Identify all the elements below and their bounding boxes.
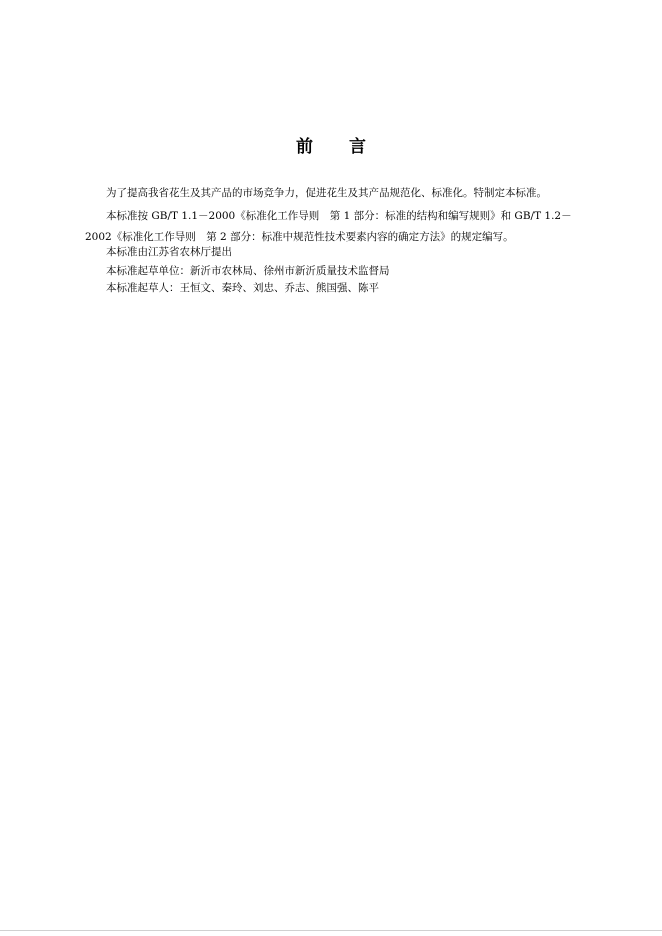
paragraph-drafting-rules-line1: 本标准按 GB/T 1.1－2000《标准化工作导则 第 1 部分：标准的结构和编写规则》和 GB/T 1.2－ [106, 210, 572, 222]
paragraph-drafting-units: 本标准起草单位：新沂市农林局、徐州市新沂质量技术监督局 [106, 265, 390, 277]
title-char-1: 前 [296, 137, 313, 157]
title-char-2: 言 [349, 137, 366, 157]
page-title [0, 132, 662, 157]
page-bottom-rule [0, 930, 662, 931]
paragraph-drafters: 本标准起草人：王恒文、秦玲、刘忠、乔志、熊国强、陈平 [106, 282, 379, 294]
paragraph-proposer: 本标准由江苏省农林厅提出 [106, 246, 232, 258]
paragraph-purpose: 为了提高我省花生及其产品的市场竞争力，促进花生及其产品规范化、标准化。特制定本标准。 [106, 187, 547, 199]
paragraph-drafting-rules-line2: 2002《标准化工作导则 第 2 部分：标准中规范性技术要素内容的确定方法》的规定编写。 [85, 231, 514, 243]
